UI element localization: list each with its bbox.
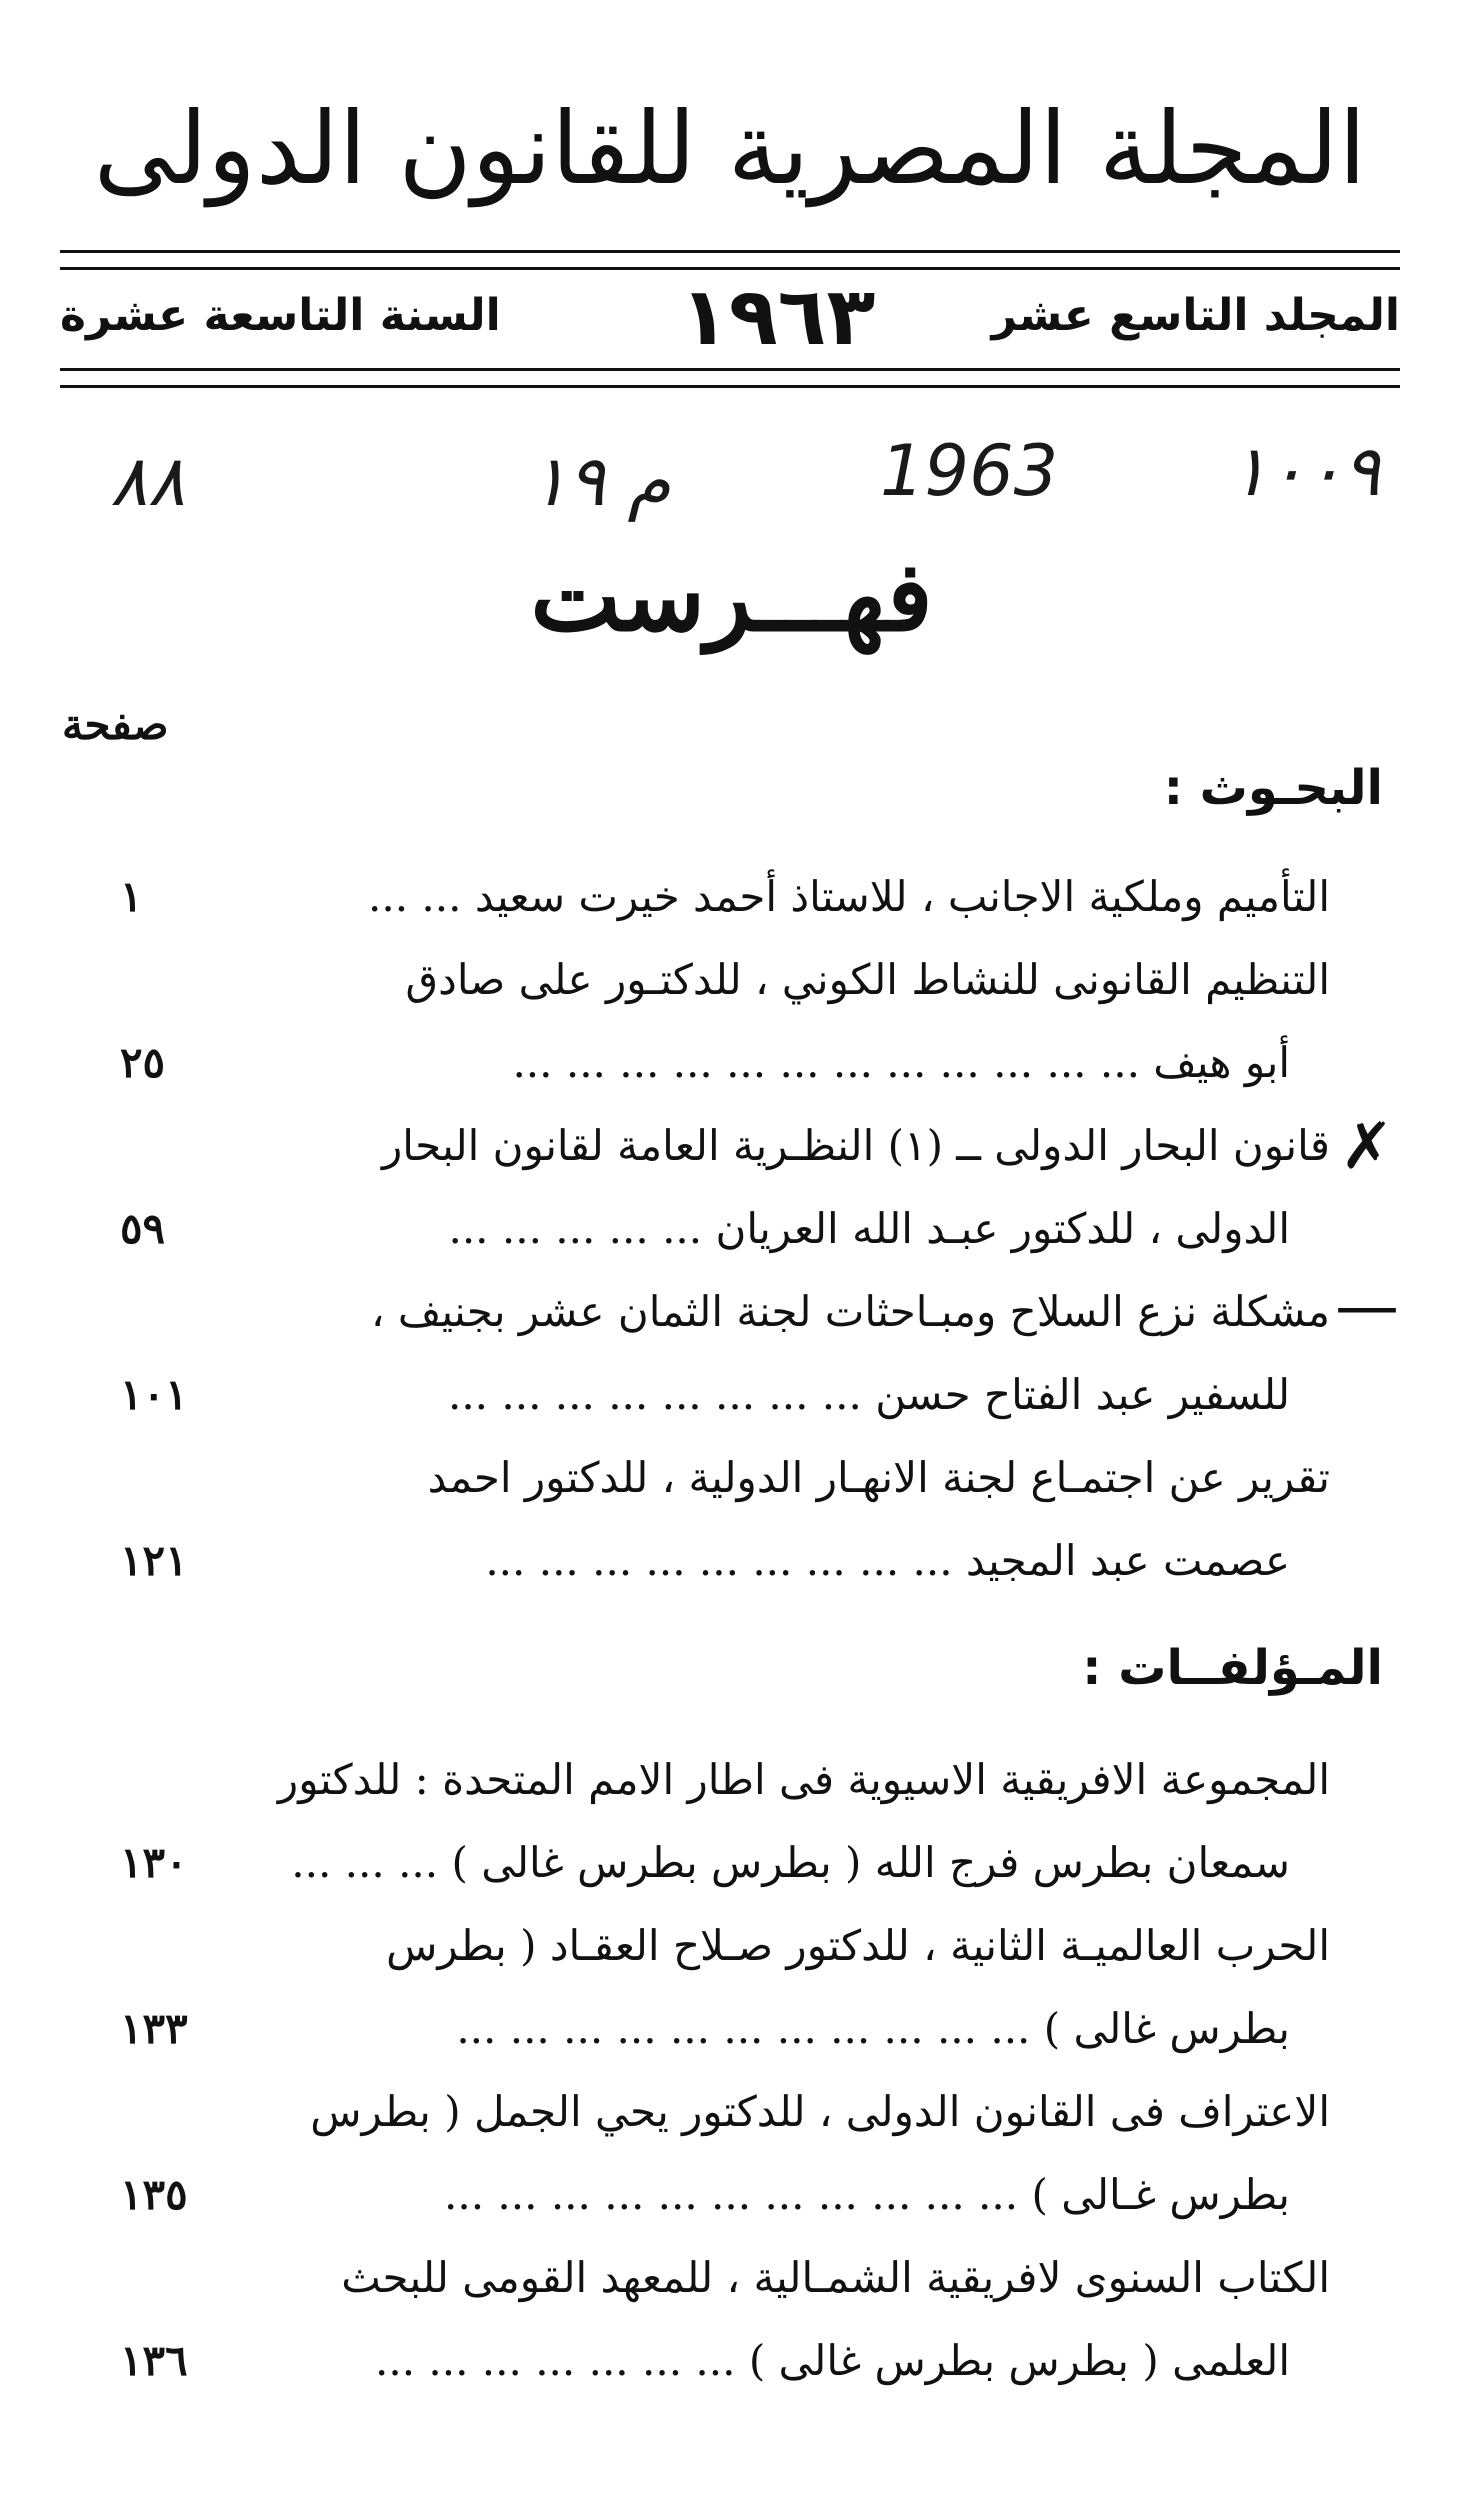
- toc-line-text: بطرس غـالى ) ... ... ... ... ... ... ... ... ... ... ...: [444, 2170, 1290, 2219]
- toc-line: [60, 1038, 1330, 1118]
- toc-line-text: بطرس غالى ) ... ... ... ... ... ... ... ... ... ... ...: [456, 2004, 1290, 2053]
- toc-line: [60, 1536, 1330, 1616]
- toc-line: [60, 1921, 1330, 2001]
- toc-line: [60, 955, 1330, 1035]
- toc-line-text: سمعان بطرس فرج الله ( بطرس بطرس غالى ) ... ... ...: [291, 1838, 1290, 1887]
- header-rule-bottom: [60, 368, 1400, 388]
- toc-line: [60, 1121, 1330, 1201]
- toc-line-text: عصمت عبد المجيد ... ... ... ... ... ... ... ... ...: [485, 1536, 1290, 1585]
- toc-line-text: التأميم وملكية الاجانب ، للاستاذ أحمد خيرت سعيد ... ...: [368, 872, 1330, 921]
- toc-line-page: ١٢١: [120, 1536, 188, 1585]
- toc-line: [60, 2087, 1330, 2167]
- toc-line-text: التنظيم القانونى للنشاط الكوني ، للدكتـور على صادق: [405, 955, 1330, 1004]
- toc-line: [60, 1370, 1330, 1450]
- toc-line-page: ١٣٣: [120, 2004, 188, 2053]
- toc-line-page: ٥٩: [120, 1204, 166, 1253]
- toc-line-text: قانون البحار الدولى ــ (١) النظـرية العامة لقانون البحار: [381, 1121, 1330, 1170]
- toc-line-text: أبو هيف ... ... ... ... ... ... ... ... ... ... ... ...: [512, 1038, 1290, 1087]
- toc-line-page: ١٣٦: [120, 2336, 188, 2385]
- section-heading-books: المـؤلفــات :: [1082, 1640, 1383, 1696]
- index-title: فهـــرست: [530, 540, 933, 653]
- toc-line: [60, 1755, 1330, 1835]
- toc-line-page: ٢٥: [120, 1038, 166, 1087]
- toc-line: [60, 1838, 1330, 1918]
- toc-line-text: الحرب العالميـة الثانية ، للدكتور صـلاح العقـاد ( بطرس: [386, 1921, 1330, 1970]
- toc-line-page: ١٣٠: [120, 1838, 188, 1887]
- toc-line-text: تقرير عن اجتمـاع لجنة الانهـار الدولية ، للدكتور احمد: [427, 1453, 1330, 1502]
- toc-line-text: للسفير عبد الفتاح حسن ... ... ... ... ... ... ... ...: [447, 1370, 1290, 1419]
- header-rule-top: [60, 250, 1400, 270]
- journal-title: المجلة المصرية للقانون الدولى: [93, 90, 1367, 207]
- meta-row: [60, 270, 1400, 363]
- section-heading-research: البحـوث :: [1163, 760, 1383, 816]
- toc-line-text: العلمى ( بطرس بطرس غالى ) ... ... ... ... ... ... ...: [375, 2336, 1290, 2385]
- toc-line: [60, 2253, 1330, 2333]
- ordinal-year-label: السنة التاسعة عشرة: [60, 290, 501, 341]
- page-column-label: صفحة: [62, 700, 169, 749]
- toc-line-page: ١٠١: [120, 1370, 188, 1419]
- toc-line-text: الاعتراف فى القانون الدولى ، للدكتور يحي الجمل ( بطرس: [310, 2087, 1330, 2136]
- year-label: ١٩٦٣: [680, 270, 876, 363]
- handwritten-code-left: ٨٨: [110, 440, 186, 522]
- toc-line: [60, 1287, 1330, 1367]
- toc-line: [60, 872, 1330, 952]
- handwritten-volume: م ١٩: [530, 440, 671, 522]
- toc-line: [60, 1204, 1330, 1284]
- handwritten-code-right: ١٠٠٩: [1230, 430, 1381, 512]
- toc-line-page: ١: [120, 872, 143, 921]
- toc-line: [60, 1453, 1330, 1533]
- toc-line-text: المجموعة الافريقية الاسيوية فى اطار الامم المتحدة : للدكتور: [277, 1755, 1330, 1804]
- toc-line-text: الدولى ، للدكتور عبـد الله العريان ... ... ... ... ...: [448, 1204, 1290, 1253]
- handwritten-year: 1963: [880, 430, 1059, 512]
- toc-line: [60, 2004, 1330, 2084]
- toc-line-text: مشكلة نزع السلاح ومبـاحثات لجنة الثمان عشر بجنيف ،: [371, 1287, 1330, 1336]
- toc-line-text: الكتاب السنوى لافريقية الشمـالية ، للمعهد القومى للبحث: [341, 2253, 1330, 2302]
- margin-dash-mark: —: [1335, 1270, 1399, 1344]
- toc-line: [60, 2336, 1330, 2416]
- toc-line-page: ١٣٥: [120, 2170, 188, 2219]
- volume-label: المجلد التاسع عشر: [991, 290, 1400, 341]
- margin-check-mark: ✗: [1340, 1110, 1394, 1184]
- toc-line: [60, 2170, 1330, 2250]
